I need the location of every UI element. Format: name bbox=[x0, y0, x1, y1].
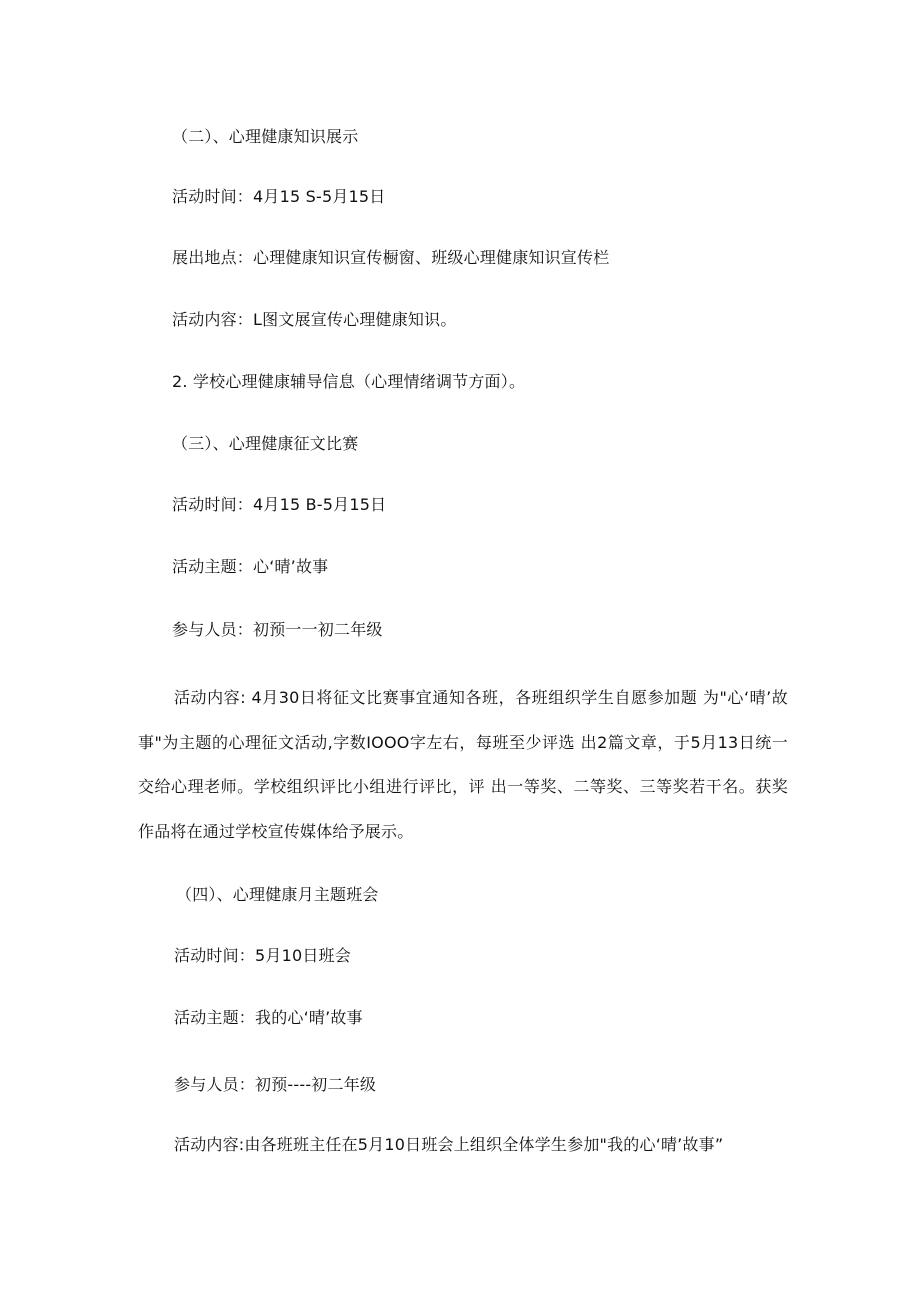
activity-time: 活动时间：5月10日班会 bbox=[174, 946, 351, 965]
section-heading-2: （二）、心理健康知识展示 bbox=[172, 127, 359, 146]
guidance-info: 2. 学校心理健康辅导信息（心理情绪调节方面）。 bbox=[172, 372, 526, 391]
participants: 参与人员：初预----初二年级 bbox=[174, 1075, 377, 1094]
essay-contest-content: 活动内容: 4月30日将征文比赛事宜通知各班，各班组织学生自愿参加题 为"心‘晴’故事"为主题的心理征文活动,字数IOOO字左右，每班至少评选 出2篇文章，于5月13日统一交给心理老师。学校组织评比小组进行评比，评 出一等奖、二等奖、三等奖若干名。获奖作品将在通过学校宣传媒体给予展示。 bbox=[138, 688, 788, 842]
activity-time: 活动时间：4月15 S-5月15日 bbox=[172, 187, 386, 206]
activity-content: 活动内容：L图文展宣传心理健康知识。 bbox=[172, 310, 457, 329]
participants: 参与人员：初预一一初二年级 bbox=[172, 620, 383, 639]
section-heading-4: （四）、心理健康月主题班会 bbox=[176, 885, 379, 904]
activity-time: 活动时间：4月15 B-5月15日 bbox=[172, 495, 387, 514]
activity-theme: 活动主题：我的心‘晴’故事 bbox=[174, 1008, 363, 1027]
class-meeting-content: 活动内容:由各班班主任在5月10日班会上组织全体学生参加"我的心‘晴’故事” bbox=[174, 1135, 724, 1154]
activity-theme: 活动主题：心‘晴’故事 bbox=[172, 557, 329, 576]
section-heading-3: （三）、心理健康征文比赛 bbox=[172, 434, 359, 453]
exhibition-location: 展出地点：心理健康知识宣传橱窗、班级心理健康知识宣传栏 bbox=[172, 248, 610, 267]
